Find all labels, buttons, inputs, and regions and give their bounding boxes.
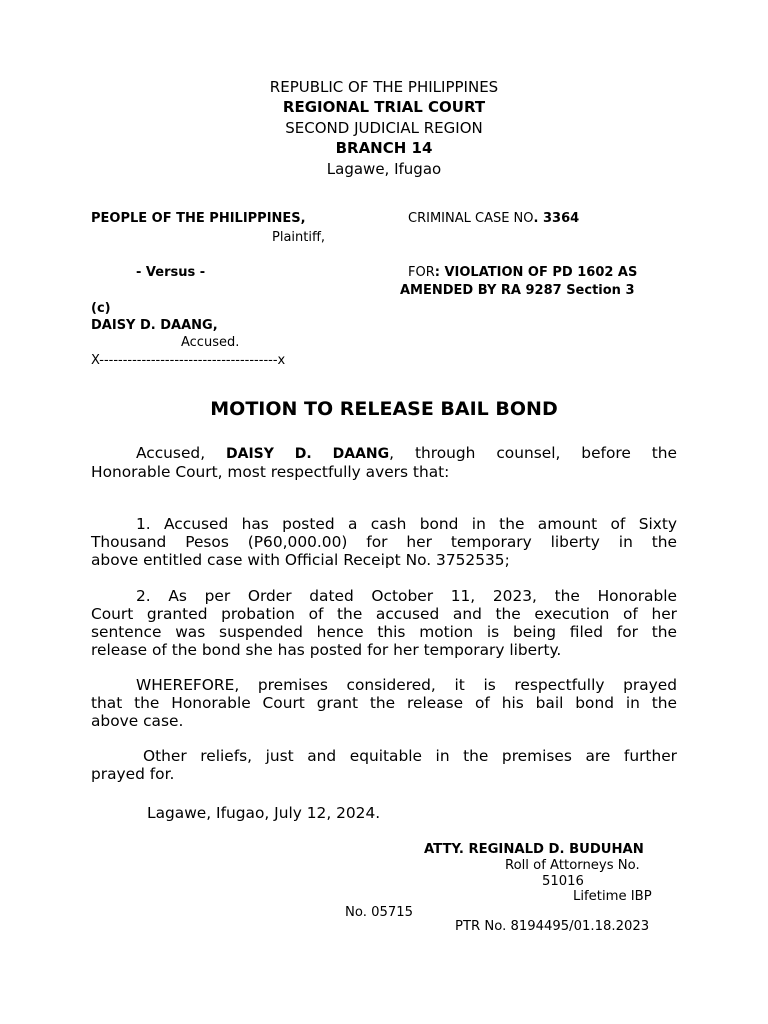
plaintiff-role: Plaintiff,	[272, 230, 326, 245]
wherefore-line: above case.	[91, 712, 184, 730]
paragraph-2	[91, 587, 677, 659]
date-place: Lagawe, Ifugao, July 12, 2024.	[147, 804, 381, 822]
intro-line1-rest: , through counsel, before the	[389, 444, 678, 462]
intro-line-2: Honorable Court, most respectfully avers that:	[91, 463, 450, 481]
offense-text-1: : VIOLATION OF PD 1602 AS	[434, 265, 638, 280]
accused-name: DAISY D. DAANG,	[91, 318, 218, 333]
offense-line-1	[408, 264, 637, 281]
header-region: SECOND JUDICIAL REGION	[285, 119, 483, 137]
paragraph-1-line: Thousand Pesos (P60,000.00) for her temporary liberty in the	[91, 533, 677, 551]
ptr-number: PTR No. 8194495/01.18.2023	[455, 919, 650, 934]
case-number-line	[408, 210, 579, 227]
accused-role: Accused.	[181, 335, 240, 350]
reliefs-paragraph	[91, 747, 677, 783]
paragraph-2-line: sentence was suspended hence this motion is being filed for the	[91, 623, 677, 641]
header-location: Lagawe, Ifugao	[326, 160, 442, 178]
wherefore-line: that the Honorable Court grant the release of his bail bond in the	[91, 694, 677, 712]
caption-separator: X--------------------------------------x	[91, 353, 286, 368]
wherefore-paragraph	[91, 676, 677, 730]
reliefs-line: Other reliefs, just and equitable in the premises are further	[143, 747, 677, 765]
case-number-label: CRIMINAL CASE NO	[408, 211, 534, 226]
intro-paragraph	[91, 444, 677, 481]
signatory-name: ATTY. REGINALD D. BUDUHAN	[424, 842, 644, 857]
offense-text-2: AMENDED BY RA 9287 Section 3	[400, 283, 635, 298]
paragraph-2-line: 2. As per Order dated October 11, 2023, the Honorable	[136, 587, 677, 605]
intro-prefix: Accused,	[136, 444, 227, 462]
paragraph-1-line: above entitled case with Official Receipt No. 3752535;	[91, 551, 510, 569]
header-branch: BRANCH 14	[335, 139, 433, 157]
motion-title: MOTION TO RELEASE BAIL BOND	[210, 398, 558, 420]
wherefore-line: WHEREFORE, premises considered, it is respectfully prayed	[136, 676, 677, 694]
paragraph-2-line: Court granted probation of the accused and the execution of her	[91, 605, 677, 623]
case-number: . 3364	[533, 211, 580, 226]
ibp-label: Lifetime IBP	[573, 889, 652, 904]
roll-number: 51016	[542, 874, 584, 889]
accused-c-label: (c)	[91, 301, 111, 316]
header-court: REGIONAL TRIAL COURT	[282, 98, 486, 116]
header-republic: REPUBLIC OF THE PHILIPPINES	[269, 78, 499, 96]
paragraph-1	[91, 515, 677, 569]
paragraph-2-line: release of the bond she has posted for her temporary liberty.	[91, 641, 562, 659]
versus-label: - Versus -	[136, 265, 206, 280]
ibp-number: No. 05715	[345, 905, 414, 920]
paragraph-1-line: 1. Accused has posted a cash bond in the amount of Sixty	[136, 515, 677, 533]
intro-accused-name: DAISY D. DAANG	[226, 446, 390, 462]
plaintiff-name: PEOPLE OF THE PHILIPPINES,	[91, 211, 306, 226]
reliefs-line: prayed for.	[91, 765, 175, 783]
for-label: FOR	[408, 265, 435, 280]
roll-label: Roll of Attorneys No.	[505, 858, 640, 873]
